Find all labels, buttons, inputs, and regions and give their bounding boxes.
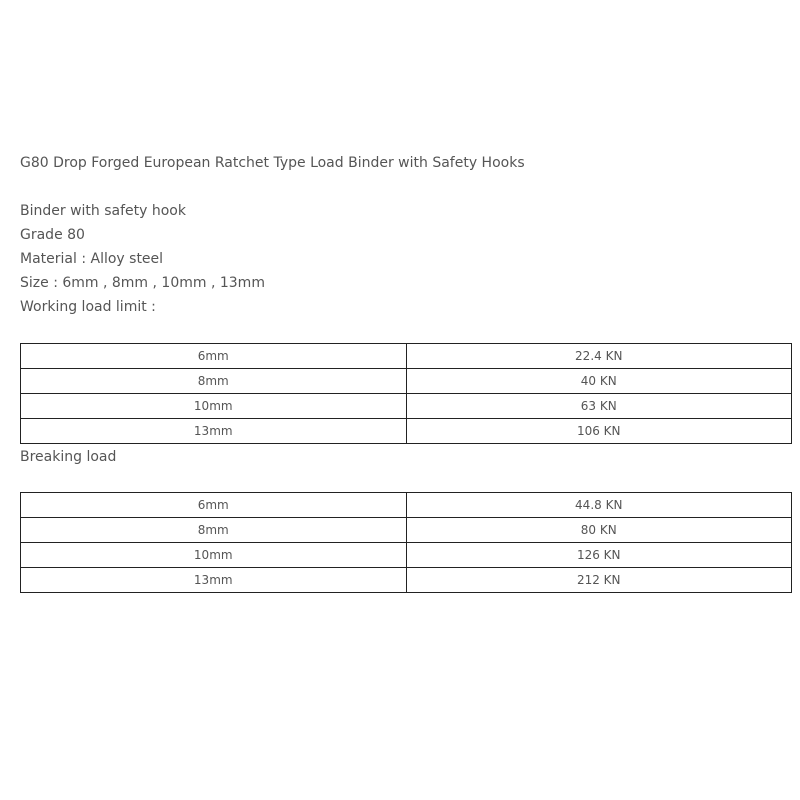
table-row <box>21 493 792 518</box>
size-cell: 13mm <box>21 568 407 593</box>
table-row <box>21 344 792 369</box>
load-value-cell: 212 KN <box>406 568 792 593</box>
load-value-cell: 80 KN <box>406 518 792 543</box>
breaking-load-label: Breaking load <box>20 449 117 465</box>
load-value-cell: 63 KN <box>406 394 792 419</box>
spec-line-size: Size : 6mm , 8mm , 10mm , 13mm <box>20 275 265 291</box>
table-row <box>21 543 792 568</box>
table-row <box>21 369 792 394</box>
spec-line-binder: Binder with safety hook <box>20 203 186 219</box>
size-cell: 8mm <box>21 518 407 543</box>
load-value-cell: 106 KN <box>406 419 792 444</box>
load-value-cell: 22.4 KN <box>406 344 792 369</box>
load-value-cell: 44.8 KN <box>406 493 792 518</box>
table-row <box>21 568 792 593</box>
size-cell: 6mm <box>21 493 407 518</box>
spec-line-working-load-label: Working load limit : <box>20 299 156 315</box>
size-cell: 10mm <box>21 543 407 568</box>
load-value-cell: 40 KN <box>406 369 792 394</box>
breaking-load-table <box>20 492 792 593</box>
table-row <box>21 394 792 419</box>
size-cell: 13mm <box>21 419 407 444</box>
spec-line-material: Material : Alloy steel <box>20 251 164 267</box>
size-cell: 8mm <box>21 369 407 394</box>
table-row <box>21 419 792 444</box>
table-row <box>21 518 792 543</box>
load-value-cell: 126 KN <box>406 543 792 568</box>
product-title: G80 Drop Forged European Ratchet Type Load Binder with Safety Hooks <box>20 155 525 171</box>
spec-line-grade: Grade 80 <box>20 227 85 243</box>
size-cell: 10mm <box>21 394 407 419</box>
size-cell: 6mm <box>21 344 407 369</box>
working-load-table <box>20 343 792 444</box>
